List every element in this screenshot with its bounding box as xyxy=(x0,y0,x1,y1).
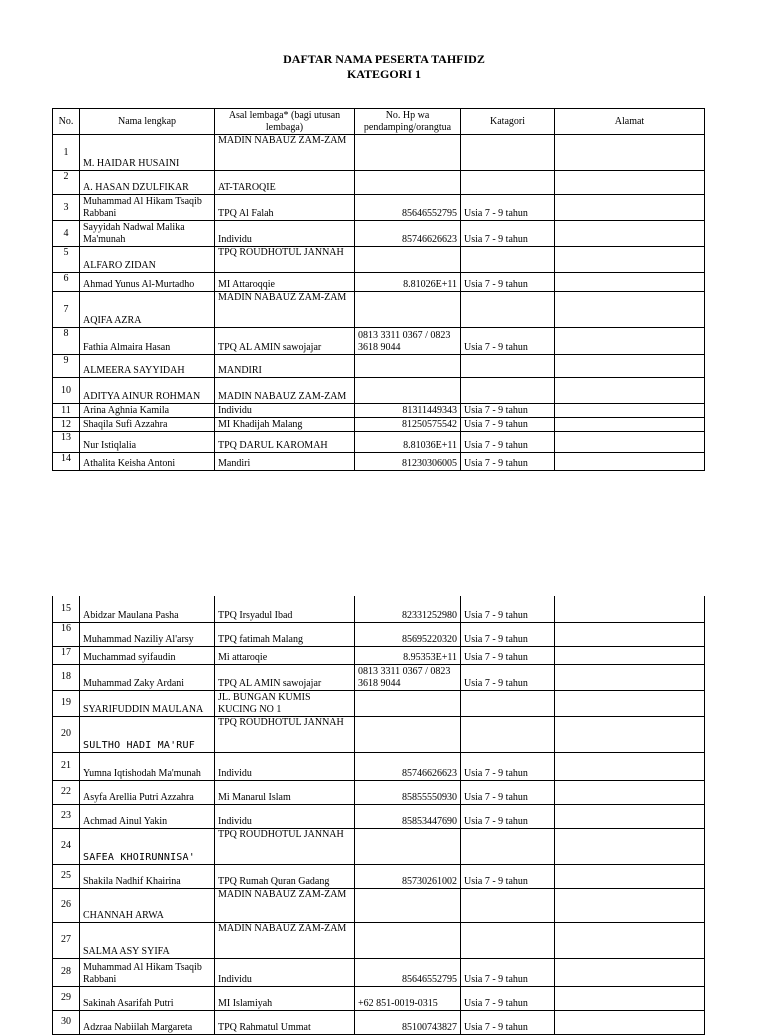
cell-hp: 0813 3311 0367 / 0823 3618 9044 xyxy=(355,328,461,355)
cell-hp: 85646552795 xyxy=(355,195,461,221)
cell-alamat xyxy=(555,888,705,922)
cell-kategori: Usia 7 - 9 tahun xyxy=(461,804,555,828)
cell-alamat xyxy=(555,273,705,292)
cell-alamat xyxy=(555,596,705,622)
cell-kategori: Usia 7 - 9 tahun xyxy=(461,404,555,418)
cell-nama: Shakila Nadhif Khairina xyxy=(80,864,215,888)
table-row xyxy=(53,355,705,378)
cell-nama: ALMEERA SAYYIDAH xyxy=(80,355,215,378)
cell-no: 26 xyxy=(53,888,80,922)
cell-alamat xyxy=(555,292,705,328)
cell-hp: 85855550930 xyxy=(355,780,461,804)
table-header-row xyxy=(53,109,705,135)
cell-nama: Yumna Iqtishodah Ma'munah xyxy=(80,752,215,780)
cell-alamat xyxy=(555,171,705,195)
cell-alamat xyxy=(555,328,705,355)
cell-kategori: Usia 7 - 9 tahun xyxy=(461,432,555,453)
cell-no: 3 xyxy=(53,195,80,221)
table-row xyxy=(53,752,705,780)
cell-hp: 85853447690 xyxy=(355,804,461,828)
cell-kategori: Usia 7 - 9 tahun xyxy=(461,1010,555,1034)
cell-no: 19 xyxy=(53,690,80,716)
cell-asal: TPQ Al Falah xyxy=(215,195,355,221)
cell-nama: SAFEA KHOIRUNNISA' xyxy=(80,828,215,864)
cell-no: 8 xyxy=(53,328,80,355)
cell-alamat xyxy=(555,864,705,888)
table-row xyxy=(53,404,705,418)
cell-alamat xyxy=(555,646,705,664)
cell-hp: 82331252980 xyxy=(355,596,461,622)
cell-no: 27 xyxy=(53,922,80,958)
cell-nama: Muhammad Al Hikam Tsaqib Rabbani xyxy=(80,958,215,986)
cell-hp xyxy=(355,135,461,171)
table-row xyxy=(53,171,705,195)
cell-no: 30 xyxy=(53,1010,80,1034)
table-row xyxy=(53,664,705,690)
participant-table-page-2 xyxy=(52,596,705,1035)
cell-nama: Sakinah Asarifah Putri xyxy=(80,986,215,1010)
cell-nama: AQIFA AZRA xyxy=(80,292,215,328)
cell-kategori xyxy=(461,247,555,273)
cell-kategori: Usia 7 - 9 tahun xyxy=(461,453,555,471)
cell-no: 10 xyxy=(53,378,80,404)
cell-alamat xyxy=(555,690,705,716)
table-row xyxy=(53,135,705,171)
cell-no: 28 xyxy=(53,958,80,986)
cell-asal: MADIN NABAUZ ZAM-ZAM xyxy=(215,292,355,328)
cell-hp xyxy=(355,378,461,404)
cell-alamat xyxy=(555,195,705,221)
cell-alamat xyxy=(555,716,705,752)
cell-no: 18 xyxy=(53,664,80,690)
cell-no: 22 xyxy=(53,780,80,804)
cell-alamat xyxy=(555,135,705,171)
cell-alamat xyxy=(555,958,705,986)
table-row xyxy=(53,418,705,432)
cell-asal: JL. BUNGAN KUMIS KUCING NO 1 xyxy=(215,690,355,716)
cell-kategori: Usia 7 - 9 tahun xyxy=(461,418,555,432)
cell-nama: CHANNAH ARWA xyxy=(80,888,215,922)
cell-kategori: Usia 7 - 9 tahun xyxy=(461,328,555,355)
cell-no: 29 xyxy=(53,986,80,1010)
cell-hp: 81250575542 xyxy=(355,418,461,432)
table-row xyxy=(53,1010,705,1034)
cell-kategori: Usia 7 - 9 tahun xyxy=(461,664,555,690)
cell-kategori xyxy=(461,888,555,922)
cell-asal: MI Khadijah Malang xyxy=(215,418,355,432)
cell-asal: TPQ fatimah Malang xyxy=(215,622,355,646)
cell-kategori xyxy=(461,355,555,378)
cell-alamat xyxy=(555,221,705,247)
cell-nama: SYARIFUDDIN MAULANA xyxy=(80,690,215,716)
page-subtitle: KATEGORI 1 xyxy=(346,67,422,81)
cell-hp: 85100743827 xyxy=(355,1010,461,1034)
cell-asal: MI Attaroqqie xyxy=(215,273,355,292)
cell-asal: MADIN NABAUZ ZAM-ZAM xyxy=(215,378,355,404)
table-row xyxy=(53,453,705,471)
cell-no: 9 xyxy=(53,355,80,378)
cell-hp: 85746626623 xyxy=(355,752,461,780)
cell-nama: ALFARO ZIDAN xyxy=(80,247,215,273)
cell-alamat xyxy=(555,780,705,804)
cell-kategori: Usia 7 - 9 tahun xyxy=(461,622,555,646)
cell-hp: 85646552795 xyxy=(355,958,461,986)
cell-kategori: Usia 7 - 9 tahun xyxy=(461,221,555,247)
cell-hp xyxy=(355,355,461,378)
cell-hp xyxy=(355,922,461,958)
cell-alamat xyxy=(555,664,705,690)
cell-nama: Achmad Ainul Yakin xyxy=(80,804,215,828)
cell-no: 25 xyxy=(53,864,80,888)
cell-no: 20 xyxy=(53,716,80,752)
cell-hp xyxy=(355,716,461,752)
cell-hp: 85695220320 xyxy=(355,622,461,646)
cell-asal: TPQ Rahmatul Ummat xyxy=(215,1010,355,1034)
cell-asal: TPQ DARUL KAROMAH xyxy=(215,432,355,453)
cell-nama: Athalita Keisha Antoni xyxy=(80,453,215,471)
cell-no: 16 xyxy=(53,622,80,646)
table-row xyxy=(53,247,705,273)
cell-asal: TPQ Rumah Quran Gadang xyxy=(215,864,355,888)
cell-hp: 8.81036E+11 xyxy=(355,432,461,453)
cell-hp: 8.81026E+11 xyxy=(355,273,461,292)
cell-asal: Individu xyxy=(215,752,355,780)
cell-no: 6 xyxy=(53,273,80,292)
cell-nama: Muhammad Al Hikam Tsaqib Rabbani xyxy=(80,195,215,221)
cell-no: 2 xyxy=(53,171,80,195)
cell-hp: 85746626623 xyxy=(355,221,461,247)
table-row xyxy=(53,221,705,247)
cell-hp xyxy=(355,292,461,328)
cell-asal: MADIN NABAUZ ZAM-ZAM xyxy=(215,888,355,922)
cell-alamat xyxy=(555,622,705,646)
cell-kategori xyxy=(461,171,555,195)
header-asal: Asal lembaga* (bagi utusan lembaga) xyxy=(215,109,355,135)
cell-nama: Ahmad Yunus Al-Murtadho xyxy=(80,273,215,292)
cell-asal: TPQ ROUDHOTUL JANNAH xyxy=(215,828,355,864)
cell-no: 11 xyxy=(53,404,80,418)
header-nama: Nama lengkap xyxy=(80,109,215,135)
cell-kategori: Usia 7 - 9 tahun xyxy=(461,780,555,804)
table-row xyxy=(53,864,705,888)
cell-alamat xyxy=(555,922,705,958)
participant-table-page-1 xyxy=(52,108,705,471)
cell-nama: Fathia Almaira Hasan xyxy=(80,328,215,355)
cell-nama: Abidzar Maulana Pasha xyxy=(80,596,215,622)
cell-asal: TPQ AL AMIN sawojajar xyxy=(215,664,355,690)
table-row xyxy=(53,378,705,404)
cell-no: 5 xyxy=(53,247,80,273)
cell-no: 14 xyxy=(53,453,80,471)
cell-hp: 8.95353E+11 xyxy=(355,646,461,664)
cell-nama: ADITYA AINUR ROHMAN xyxy=(80,378,215,404)
cell-no: 17 xyxy=(53,646,80,664)
cell-hp: 0813 3311 0367 / 0823 3618 9044 xyxy=(355,664,461,690)
cell-asal: Mi attaroqie xyxy=(215,646,355,664)
cell-asal: Individu xyxy=(215,404,355,418)
cell-nama: SULTHO HADI MA'RUF xyxy=(80,716,215,752)
cell-hp xyxy=(355,828,461,864)
cell-nama: Muchammad syifaudin xyxy=(80,646,215,664)
cell-nama: Sayyidah Nadwal Malika Ma'munah xyxy=(80,221,215,247)
cell-kategori xyxy=(461,828,555,864)
cell-hp: 85730261002 xyxy=(355,864,461,888)
cell-alamat xyxy=(555,355,705,378)
cell-alamat xyxy=(555,404,705,418)
cell-no: 7 xyxy=(53,292,80,328)
cell-asal: TPQ Irsyadul Ibad xyxy=(215,596,355,622)
cell-nama: Muhammad Zaky Ardani xyxy=(80,664,215,690)
cell-hp xyxy=(355,247,461,273)
cell-alamat xyxy=(555,986,705,1010)
cell-alamat xyxy=(555,752,705,780)
cell-asal: MANDIRI xyxy=(215,355,355,378)
cell-nama: Shaqila Sufi Azzahra xyxy=(80,418,215,432)
cell-no: 13 xyxy=(53,432,80,453)
table-row xyxy=(53,292,705,328)
cell-no: 21 xyxy=(53,752,80,780)
cell-hp: +62 851-0019-0315 xyxy=(355,986,461,1010)
cell-asal: Mandiri xyxy=(215,453,355,471)
cell-kategori: Usia 7 - 9 tahun xyxy=(461,752,555,780)
cell-hp xyxy=(355,888,461,922)
cell-asal: MI Islamiyah xyxy=(215,986,355,1010)
cell-asal: MADIN NABAUZ ZAM-ZAM xyxy=(215,135,355,171)
cell-nama: Adzraa Nabiilah Margareta xyxy=(80,1010,215,1034)
cell-alamat xyxy=(555,432,705,453)
cell-asal: Individu xyxy=(215,804,355,828)
cell-kategori xyxy=(461,690,555,716)
cell-no: 4 xyxy=(53,221,80,247)
cell-asal: TPQ ROUDHOTUL JANNAH xyxy=(215,716,355,752)
page-title: DAFTAR NAMA PESERTA TAHFIDZ xyxy=(283,52,485,66)
cell-no: 12 xyxy=(53,418,80,432)
cell-no: 24 xyxy=(53,828,80,864)
cell-nama: Asyfa Arellia Putri Azzahra xyxy=(80,780,215,804)
cell-asal: Individu xyxy=(215,958,355,986)
cell-kategori xyxy=(461,135,555,171)
cell-alamat xyxy=(555,453,705,471)
cell-asal: TPQ AL AMIN sawojajar xyxy=(215,328,355,355)
table-row xyxy=(53,622,705,646)
cell-alamat xyxy=(555,1010,705,1034)
table-row xyxy=(53,958,705,986)
cell-hp: 81311449343 xyxy=(355,404,461,418)
table-row xyxy=(53,195,705,221)
table-row xyxy=(53,888,705,922)
cell-alamat xyxy=(555,247,705,273)
table-row xyxy=(53,716,705,752)
cell-no: 15 xyxy=(53,596,80,622)
cell-asal: Individu xyxy=(215,221,355,247)
cell-kategori xyxy=(461,716,555,752)
header-alamat: Alamat xyxy=(555,109,705,135)
cell-kategori xyxy=(461,378,555,404)
table-row xyxy=(53,328,705,355)
table-row xyxy=(53,828,705,864)
cell-hp xyxy=(355,690,461,716)
header-no: No. xyxy=(53,109,80,135)
cell-kategori: Usia 7 - 9 tahun xyxy=(461,646,555,664)
cell-nama: SALMA ASY SYIFA xyxy=(80,922,215,958)
cell-alamat xyxy=(555,378,705,404)
table-row xyxy=(53,646,705,664)
cell-alamat xyxy=(555,828,705,864)
cell-kategori: Usia 7 - 9 tahun xyxy=(461,195,555,221)
cell-kategori: Usia 7 - 9 tahun xyxy=(461,273,555,292)
cell-nama: M. HAIDAR HUSAINI xyxy=(80,135,215,171)
header-kategori: Katagori xyxy=(461,109,555,135)
table-row xyxy=(53,273,705,292)
cell-kategori xyxy=(461,292,555,328)
table-row xyxy=(53,986,705,1010)
header-hp: No. Hp wa pendamping/orangtua xyxy=(355,109,461,135)
table-row xyxy=(53,596,705,622)
table-row xyxy=(53,780,705,804)
cell-hp xyxy=(355,171,461,195)
cell-nama: A. HASAN DZULFIKAR xyxy=(80,171,215,195)
cell-hp: 81230306005 xyxy=(355,453,461,471)
cell-nama: Nur Istiqlalia xyxy=(80,432,215,453)
cell-asal: AT-TAROQIE xyxy=(215,171,355,195)
table-row xyxy=(53,922,705,958)
cell-asal: Mi Manarul Islam xyxy=(215,780,355,804)
cell-asal: MADIN NABAUZ ZAM-ZAM xyxy=(215,922,355,958)
cell-alamat xyxy=(555,418,705,432)
table-row xyxy=(53,804,705,828)
cell-asal: TPQ ROUDHOTUL JANNAH xyxy=(215,247,355,273)
table-row xyxy=(53,432,705,453)
cell-kategori: Usia 7 - 9 tahun xyxy=(461,958,555,986)
cell-kategori: Usia 7 - 9 tahun xyxy=(461,864,555,888)
table-row xyxy=(53,690,705,716)
cell-nama: Muhammad Naziliy Al'arsy xyxy=(80,622,215,646)
cell-kategori: Usia 7 - 9 tahun xyxy=(461,596,555,622)
cell-kategori: Usia 7 - 9 tahun xyxy=(461,986,555,1010)
cell-alamat xyxy=(555,804,705,828)
cell-nama: Arina Aghnia Kamila xyxy=(80,404,215,418)
cell-no: 1 xyxy=(53,135,80,171)
cell-kategori xyxy=(461,922,555,958)
cell-no: 23 xyxy=(53,804,80,828)
